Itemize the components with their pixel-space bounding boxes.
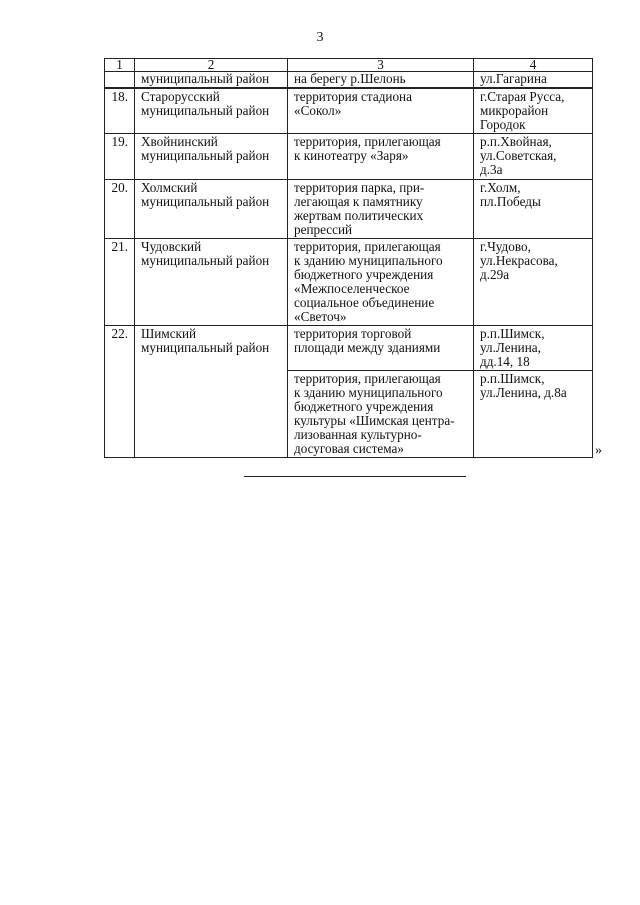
end-divider-line	[244, 476, 466, 477]
district-cell: Чудовский муниципальный район	[135, 239, 288, 326]
address-cell: г.Чудово, ул.Некрасова, д.29а	[474, 239, 593, 326]
location-cell: территория парка, при- легающая к памятнику жертвам политических репрессий	[288, 180, 474, 239]
row-number-cell	[105, 72, 135, 88]
table-row	[105, 239, 593, 326]
location-cell: территория, прилегающая к кинотеатру «Заря»	[288, 134, 474, 180]
row-number-cell: 18.	[105, 89, 135, 134]
district-cell: Шимский муниципальный район	[135, 326, 288, 458]
district-cell: Хвойнинский муниципальный район	[135, 134, 288, 180]
address-cell: р.п.Шимск, ул.Ленина, дд.14, 18	[474, 326, 593, 371]
closing-quote: »	[595, 443, 602, 458]
table-row	[105, 89, 593, 134]
page-number: 3	[316, 30, 324, 45]
column-header-3: 3	[288, 59, 474, 72]
row-number-cell: 21.	[105, 239, 135, 326]
column-header-4: 4	[474, 59, 593, 72]
address-cell: р.п.Шимск, ул.Ленина, д.8а	[474, 371, 593, 458]
table-header-row	[105, 59, 593, 72]
table-row	[105, 134, 593, 180]
table-row	[105, 326, 593, 371]
district-cell: муниципальный район	[135, 72, 288, 88]
address-cell: р.п.Хвойная, ул.Советская, д.3а	[474, 134, 593, 180]
address-cell: ул.Гагарина	[474, 72, 593, 88]
table-row-continuation	[105, 72, 593, 88]
row-number-cell: 20.	[105, 180, 135, 239]
column-header-1: 1	[105, 59, 135, 72]
location-cell: на берегу р.Шелонь	[288, 72, 474, 88]
district-cell: Холмский муниципальный район	[135, 180, 288, 239]
row-number-cell: 22.	[105, 326, 135, 458]
location-cell: территория стадиона «Сокол»	[288, 89, 474, 134]
district-cell: Старорусский муниципальный район	[135, 89, 288, 134]
location-cell: территория торговой площади между зданиями	[288, 326, 474, 371]
districts-table	[104, 58, 593, 458]
location-cell: территория, прилегающая к зданию муниципального бюджетного учреждения «Межпоселенческое социальное объединение «Светоч»	[288, 239, 474, 326]
address-cell: г.Холм, пл.Победы	[474, 180, 593, 239]
location-cell: территория, прилегающая к зданию муниципального бюджетного учреждения культуры «Шимская центра- лизованная культурно- досуговая система»	[288, 371, 474, 458]
column-header-2: 2	[135, 59, 288, 72]
table-row	[105, 180, 593, 239]
row-number-cell: 19.	[105, 134, 135, 180]
address-cell: г.Старая Русса, микрорайон Городок	[474, 89, 593, 134]
